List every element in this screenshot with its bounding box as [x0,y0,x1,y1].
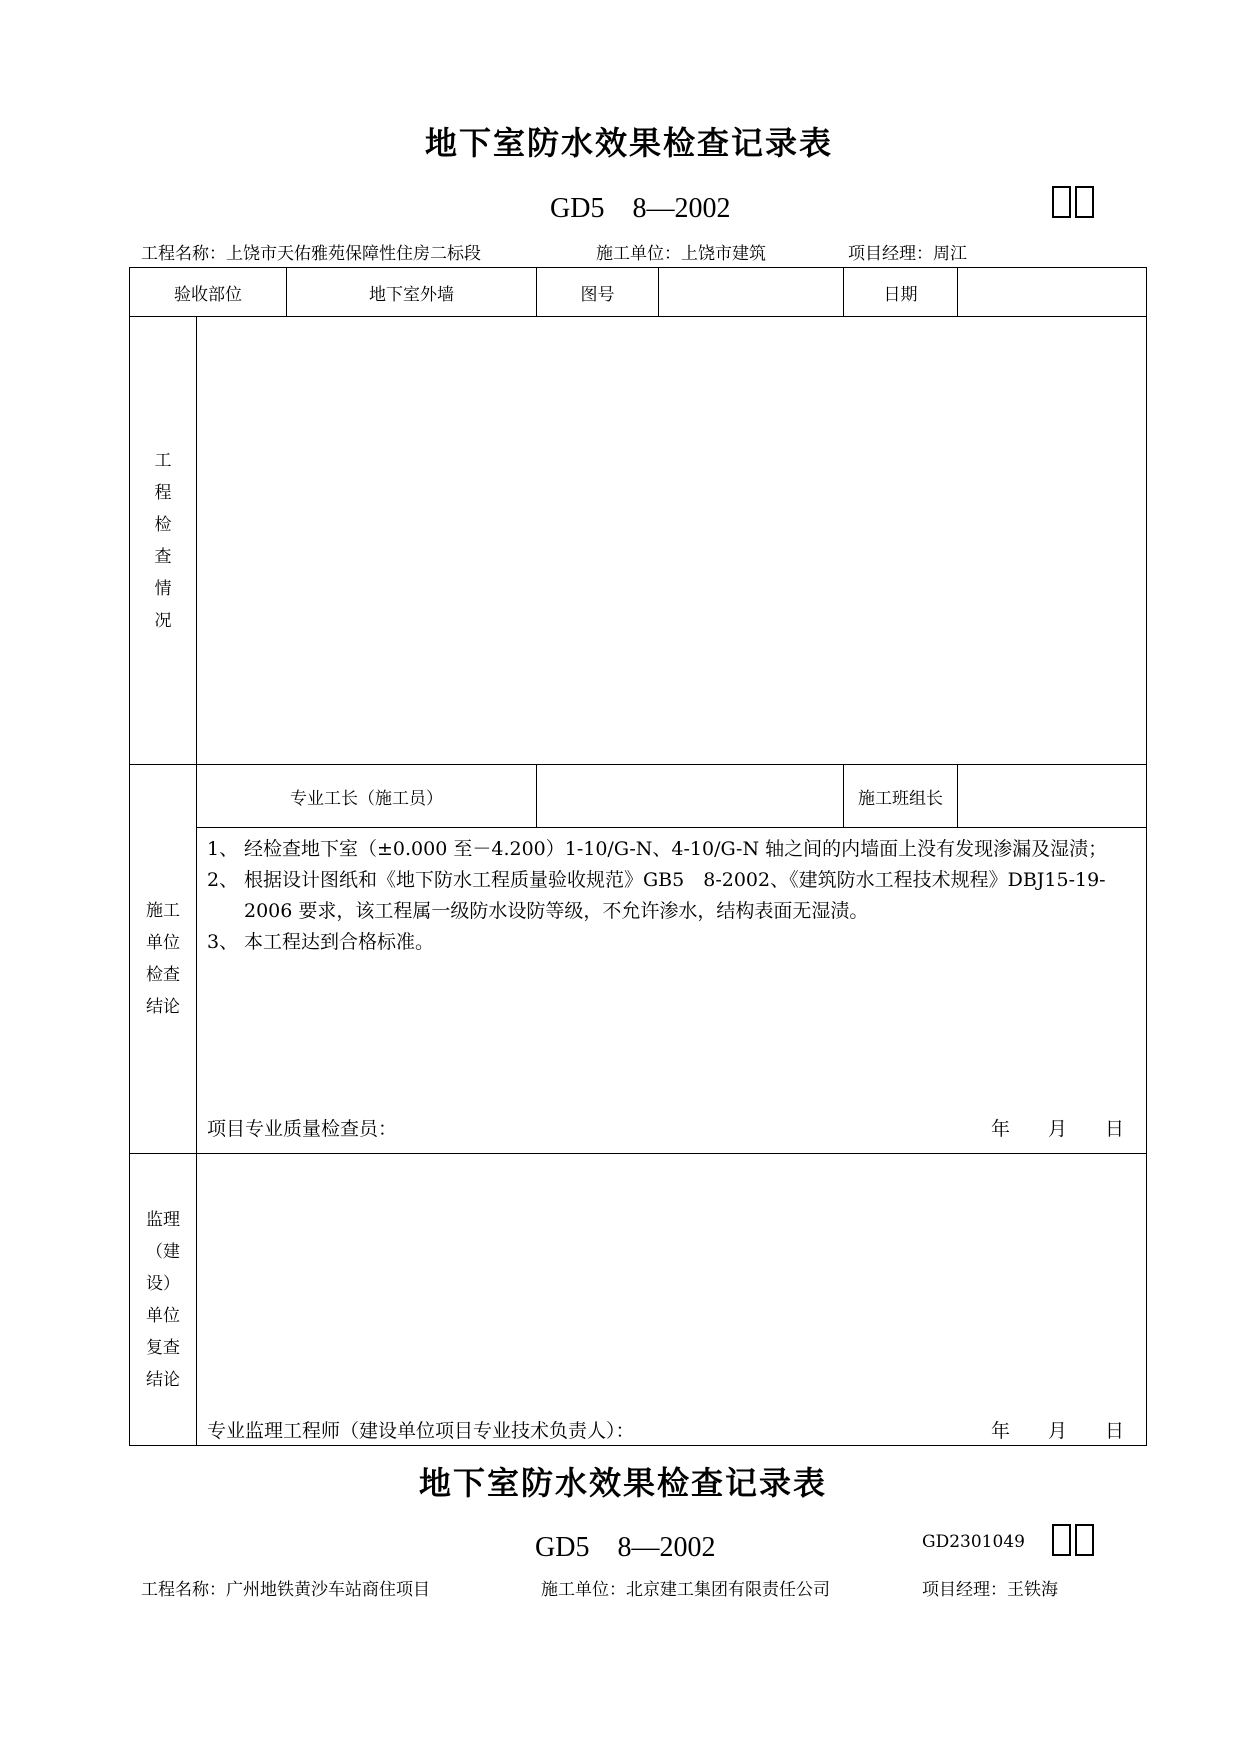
form2-record-number: GD2301049 [922,1532,1025,1552]
form1-standard-code: GD5 8—2002 [550,193,731,224]
day-label: 日 [1104,1118,1124,1140]
form2-code-boxes [1052,1524,1094,1556]
drawing-no-field[interactable] [659,268,844,317]
supervision-label: 监理 （建 设） 单位 复查 结论 [130,1154,197,1446]
item-number: 2、 [207,869,239,891]
team-leader-field[interactable] [958,765,1147,828]
code-box [1075,186,1094,218]
code-box [1052,186,1071,218]
quality-inspector-signature-line [207,1114,1124,1141]
foreman-label: 专业工长（施工员） [197,765,537,828]
month-label: 月 [1047,1118,1067,1140]
code-box [1075,1524,1094,1556]
quality-inspector-label: 项目专业质量检查员： [207,1118,398,1140]
acceptance-part-value: 地下室外墙 [287,268,537,317]
signature-date [953,1416,1124,1443]
supervision-content[interactable] [197,1154,1147,1446]
conclusion-item [207,834,1138,865]
form2-project-name: 工程名称：广州地铁黄沙车站商住项目 [141,1580,430,1600]
team-leader-label: 施工班组长 [844,765,958,828]
year-label: 年 [990,1420,1010,1442]
item-text: 本工程达到合格标准。 [244,931,435,953]
date-field[interactable] [958,268,1147,317]
year-label: 年 [990,1118,1010,1140]
item-number: 3、 [207,931,239,953]
month-label: 月 [1047,1420,1067,1442]
form2-title: 地下室防水效果检查记录表 [419,1464,828,1502]
supervision-engineer-label: 专业监理工程师（建设单位项目专业技术负责人）： [207,1420,635,1442]
item-text: 根据设计图纸和《地下防水工程质量验收规范》GB5 8-2002、《建筑防水工程技术规程》DBJ15-19-2006 要求，该工程属一级防水设防等级，不允许渗水，结构表面无湿渍。 [244,869,1106,922]
foreman-field[interactable] [537,765,844,828]
form2-project-manager: 项目经理：王铁海 [922,1580,1058,1600]
conclusion-item [207,865,1138,927]
form1-code-boxes [1052,186,1094,218]
form2-construction-unit: 施工单位：北京建工集团有限责任公司 [541,1580,830,1600]
inspection-label: 工 程 检 查 情 况 [130,317,197,765]
conclusion-list [197,828,1146,958]
day-label: 日 [1104,1420,1124,1442]
conclusion-content [197,828,1147,1154]
acceptance-part-label: 验收部位 [130,268,287,317]
form1-title: 地下室防水效果检查记录表 [425,124,834,162]
form1-project-manager: 项目经理：周江 [848,244,967,264]
supervision-signature-line [207,1416,1124,1443]
item-number: 1、 [207,838,239,860]
form1-construction-unit: 施工单位：上饶市建筑 [596,244,766,264]
item-text: 经检查地下室（±0.000 至－4.200）1-10/G-N、4-10/G-N 轴之间的内墙面上没有发现渗漏及湿渍； [244,838,1108,860]
form1-project-name: 工程名称：上饶市天佑雅苑保障性住房二标段 [141,244,481,264]
conclusion-label: 施工 单位 检查 结论 [130,765,197,1154]
signature-date [953,1114,1124,1141]
drawing-no-label: 图号 [537,268,659,317]
code-box [1052,1524,1071,1556]
inspection-record-table [129,267,1147,1446]
conclusion-item [207,927,1138,958]
date-label: 日期 [844,268,958,317]
form2-standard-code: GD5 8—2002 [535,1532,716,1563]
inspection-content-area[interactable] [197,317,1147,765]
